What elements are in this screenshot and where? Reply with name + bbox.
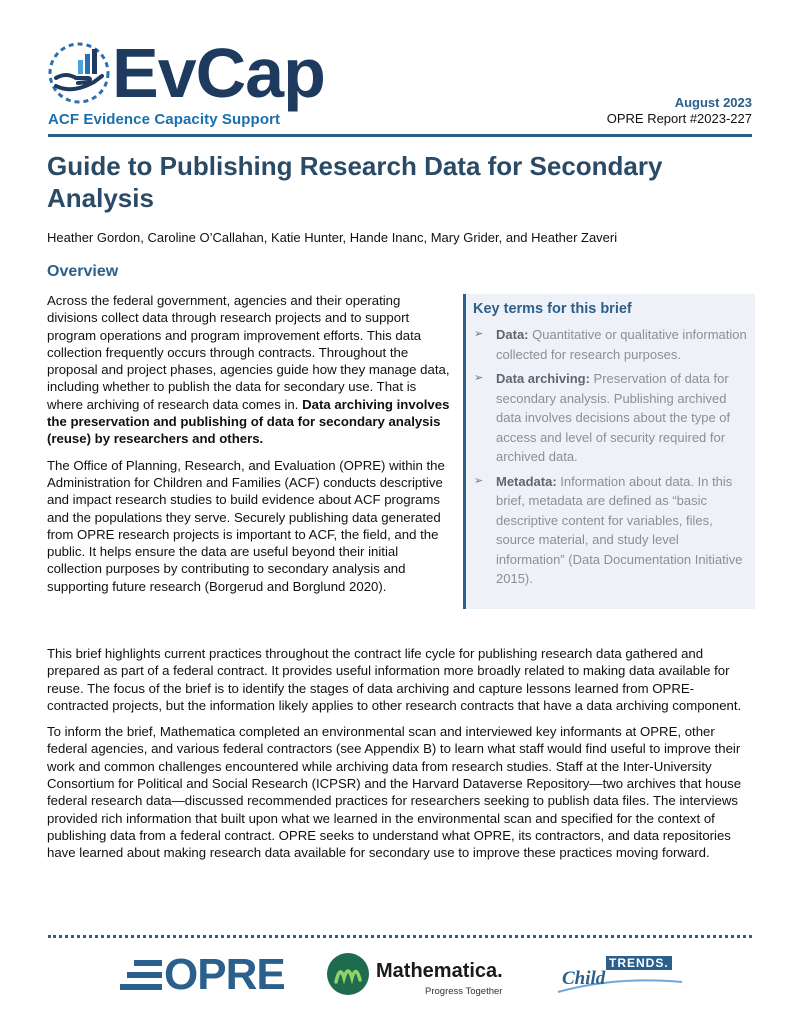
key-term-item — [472, 325, 748, 364]
childtrends-child-text: Child — [562, 968, 606, 989]
paragraph-1-text: Across the federal government, agencies and their operating divisions collect data through research projects and to support program operations and program improvement efforts. This data collection frequently occurs through contracts. Throughout the proposal and project phases, agencies guide how they manage data, including whether to publish the data for secondary use. That is where archiving of research data comes in. — [47, 293, 450, 412]
opre-logo-text: OPRE — [164, 950, 285, 999]
key-term-item — [472, 472, 748, 589]
key-term-definition: Quantitative or qualitative information collected for research purposes. — [496, 327, 747, 362]
overview-full-width — [47, 645, 753, 871]
evcap-hand-chart-logo — [44, 38, 114, 108]
childtrends-trends-text: TRENDS. — [606, 956, 672, 970]
key-term-item — [472, 369, 748, 467]
key-terms-list — [472, 325, 748, 594]
authors-line: Heather Gordon, Caroline O’Callahan, Katie Hunter, Hande Inanc, Mary Grider, and Heather Zaveri — [47, 230, 618, 245]
key-term-label: Metadata: — [496, 473, 557, 489]
paragraph-2: The Office of Planning, Research, and Evaluation (OPRE) within the Administration for Children and Families (ACF) conducts descriptive and impact research studies to build evidence about ACF programs and the populations they serve. Securely publishing data generated from OPRE research projects is important to ACF, the field, and the public. It helps ensure the data are useful beyond their initial collection purposes by contributing to secondary analysis and supporting future research (Borgerud and Borglund 2020). — [47, 457, 445, 594]
paragraph-3: This brief highlights current practices throughout the contract life cycle for publishing research data gathered and prepared as part of a federal contract. It provides useful information more broadly related to making data available for reuse. The focus of the brief is to identify the stages of data archiving and capture lessons learned from OPRE-contracted projects, but the information likely applies to other research contracts that have a data archiving component. — [47, 646, 742, 713]
key-term-label: Data: — [496, 327, 529, 342]
header-divider — [48, 134, 752, 137]
arrow-bullet-icon: ➢ — [474, 474, 484, 487]
overview-left-column — [47, 292, 451, 604]
report-date: August 2023 — [674, 95, 752, 110]
logo-wordmark: EvCap — [112, 34, 325, 112]
key-term-label: Data archiving: — [496, 371, 590, 386]
key-terms-title: Key terms for this brief — [473, 301, 632, 317]
paragraph-1 — [47, 292, 451, 448]
logo-subtitle: ACF Evidence Capacity Support — [48, 111, 281, 128]
footer-divider — [48, 935, 752, 938]
arrow-bullet-icon: ➢ — [474, 372, 484, 384]
mathematica-m-logo — [326, 952, 370, 996]
opre-stripes-icon — [120, 958, 162, 992]
paragraph-1-bold: Data archiving involves the preservation and publishing of data for secondary analysis (reuse) by researchers and others. — [47, 396, 450, 447]
page-title: Guide to Publishing Research Data for Secondary Analysis — [47, 151, 663, 213]
paragraph-4: To inform the brief, Mathematica completed an environmental scan and interviewed key informants at OPRE, other federal agencies, and various federal contractors (see Appendix B) to learn what staff would find useful to improve their work and common challenges encountered while archiving data from research studies. Staff at the Inter-University Consortium for Political and Social Research (ICPSR) and the Harvard Dataverse Repository—two archives that house federal research data—discussed recommended practices for researchers seeking to publish data files. The interviews provided rich information that built upon what we learned in the environmental scan and specified for the context of publishing data from a federal contract. OPRE seeks to understand what OPRE, its contractors, and data repositories have learned about making research data available for secondary use to improve these practices moving forward. — [47, 724, 742, 861]
key-term-definition: Information about data. In this brief, metadata are defined as “basic descriptive content for variables, files, source material, and study level information” (Data Documentation Initiative 2015). — [496, 473, 743, 586]
key-term-definition: Preservation of data for secondary analysis. Publishing archived data involves decisions about the type of access and level of security required for archived data. — [496, 371, 731, 464]
overview-heading: Overview — [47, 263, 119, 280]
mathematica-tagline: Progress Together — [425, 986, 503, 997]
mathematica-logo-text: Mathematica. — [376, 960, 503, 982]
arrow-bullet-icon: ➢ — [474, 328, 484, 340]
report-number: OPRE Report #2023-227 — [606, 111, 752, 126]
